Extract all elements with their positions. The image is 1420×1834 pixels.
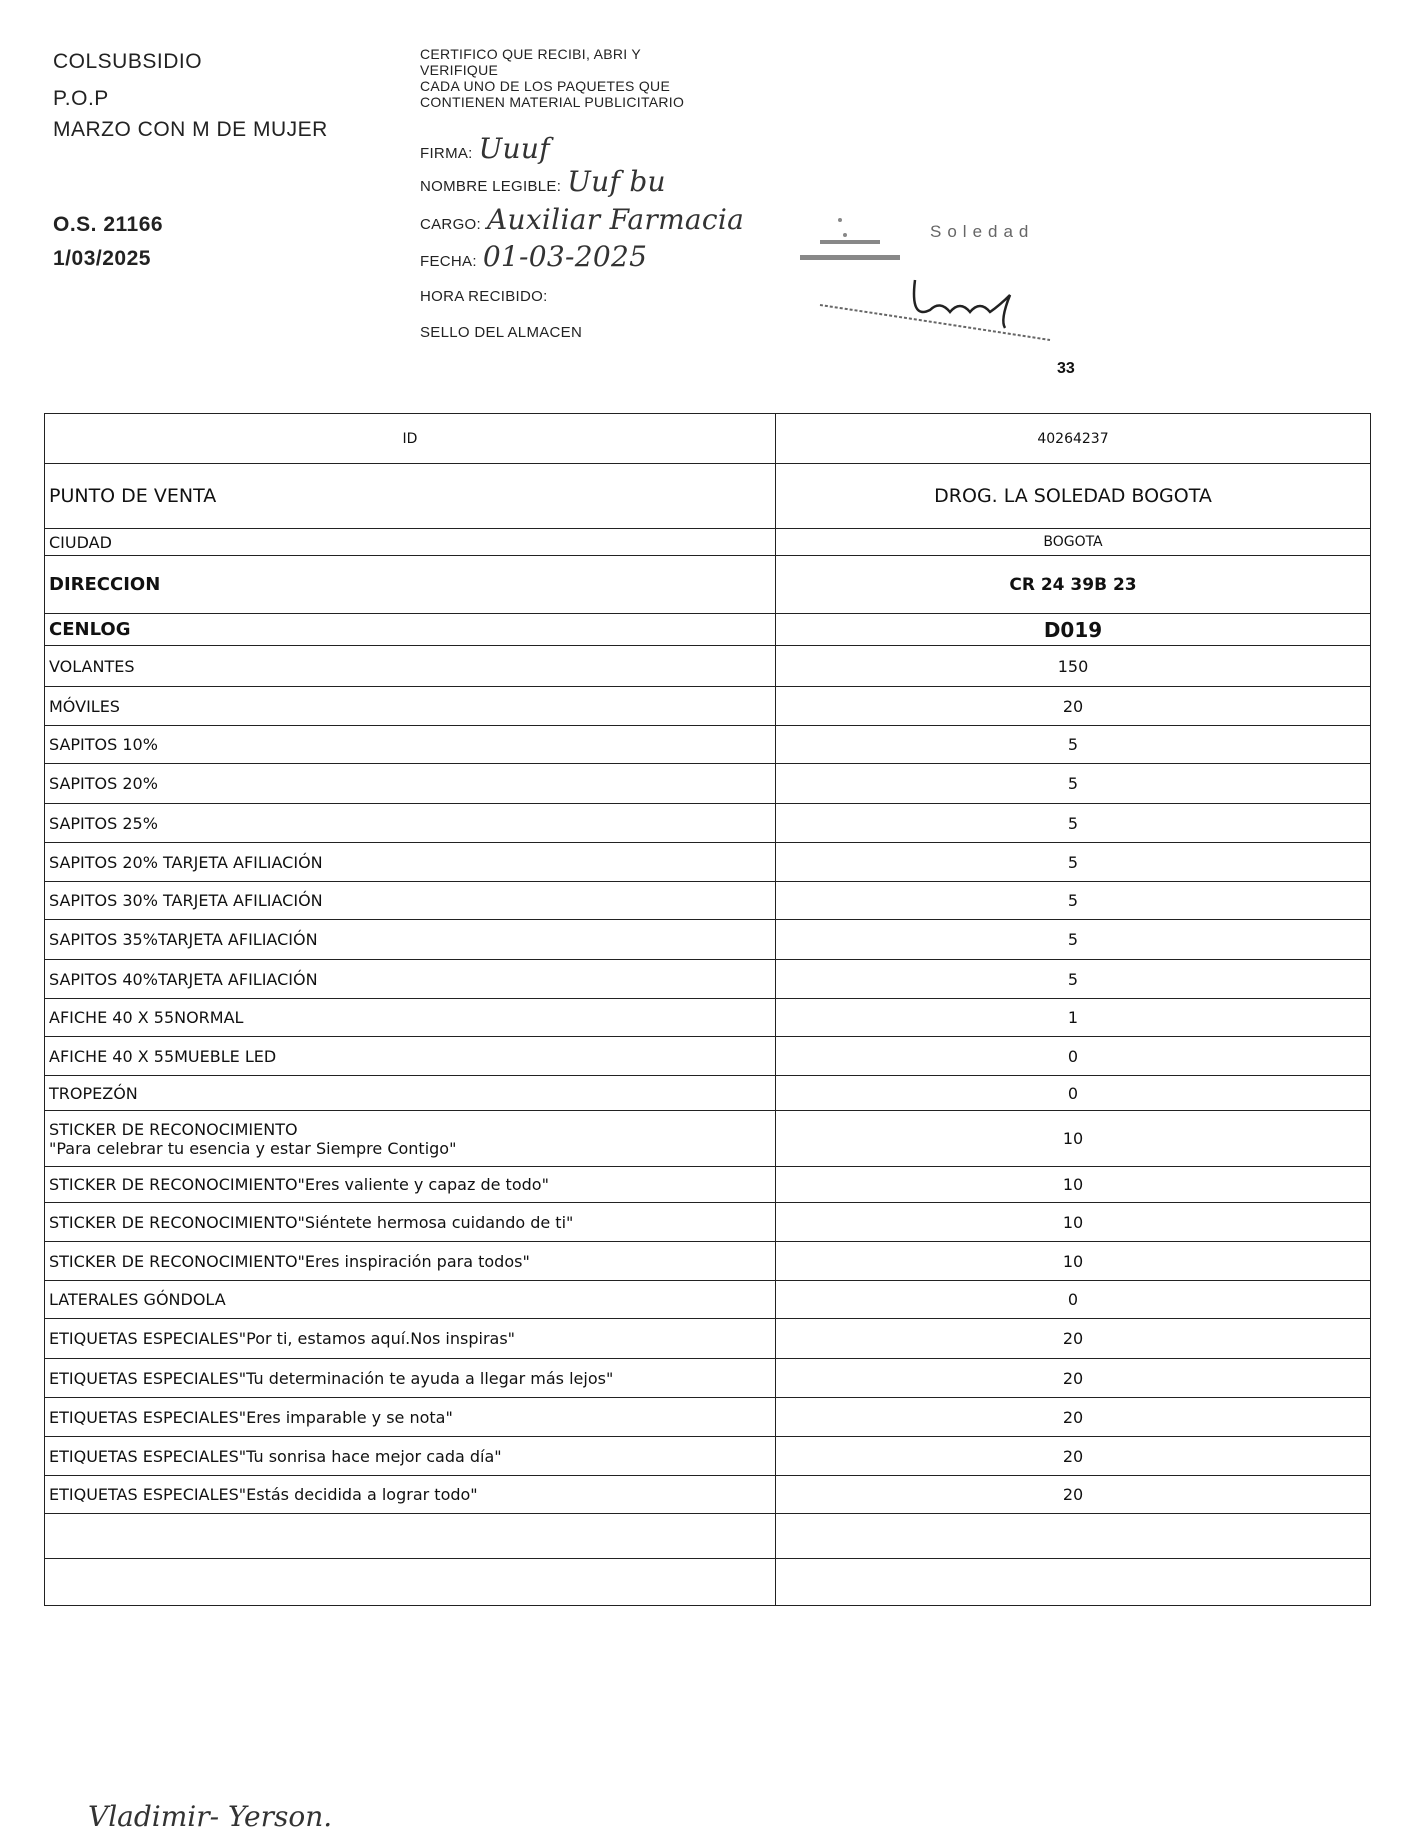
- row-label-text: DIRECCION: [49, 574, 161, 595]
- table-row: [45, 1111, 1371, 1167]
- table-row: [45, 1398, 1371, 1437]
- table-row: [45, 614, 1371, 646]
- order-number: O.S. 21166: [53, 213, 164, 236]
- row-label: [45, 1437, 776, 1476]
- row-value: 5: [776, 920, 1371, 960]
- row-label-text: SAPITOS 20% TARJETA AFILIACIÓN: [49, 852, 323, 872]
- row-value: 5: [776, 882, 1371, 920]
- firma-label: FIRMA:: [420, 145, 473, 162]
- row-label-text: ETIQUETAS ESPECIALES"Eres imparable y se nota": [49, 1407, 453, 1427]
- row-value: BOGOTA: [776, 529, 1371, 556]
- table-row: [45, 1076, 1371, 1111]
- table-row: [45, 414, 1371, 464]
- table-row: [45, 726, 1371, 764]
- table-row: [45, 464, 1371, 529]
- fecha-label: FECHA:: [420, 253, 477, 270]
- nombre-handwritten: Uuf bu: [567, 165, 666, 198]
- row-value: 5: [776, 960, 1371, 999]
- campaign-name: MARZO CON M DE MUJER: [53, 118, 328, 141]
- cert-line: VERIFIQUE: [420, 62, 499, 78]
- table-row: [45, 920, 1371, 960]
- row-label-text: SAPITOS 35%TARJETA AFILIACIÓN: [49, 930, 318, 949]
- row-value: 20: [776, 1437, 1371, 1476]
- table-row: [45, 1359, 1371, 1398]
- row-value: D019: [776, 614, 1371, 646]
- row-label: [45, 960, 776, 999]
- table-row: [45, 1437, 1371, 1476]
- firma-field: [420, 132, 550, 165]
- row-label-text: LATERALES GÓNDOLA: [49, 1290, 226, 1309]
- row-label-text: ETIQUETAS ESPECIALES"Estás decidida a lograr todo": [49, 1485, 478, 1504]
- certification-text: [420, 46, 684, 110]
- row-label-subtext: "Para celebrar tu esencia y estar Siempre Contigo": [49, 1138, 457, 1158]
- row-value: 20: [776, 1476, 1371, 1514]
- empty-row: [45, 1514, 1371, 1559]
- row-value: 5: [776, 843, 1371, 882]
- row-value: 10: [776, 1167, 1371, 1203]
- row-label: [45, 646, 776, 687]
- sello-label: SELLO DEL ALMACEN: [420, 324, 583, 341]
- table-row: [45, 646, 1371, 687]
- row-label-text: ETIQUETAS ESPECIALES"Por ti, estamos aquí.Nos inspiras": [49, 1329, 516, 1348]
- fecha-handwritten: 01-03-2025: [482, 240, 648, 273]
- table-row: [45, 999, 1371, 1037]
- row-value: 40264237: [776, 414, 1371, 464]
- empty-row: [45, 1559, 1371, 1606]
- row-label-text: MÓVILES: [49, 696, 120, 716]
- row-value: 0: [776, 1037, 1371, 1076]
- empty-cell: [45, 1559, 776, 1606]
- table-row: [45, 1476, 1371, 1514]
- row-value: 5: [776, 764, 1371, 804]
- table-row: [45, 882, 1371, 920]
- row-label: [45, 764, 776, 804]
- row-label-text: AFICHE 40 X 55NORMAL: [49, 1008, 244, 1027]
- row-value: 5: [776, 804, 1371, 843]
- empty-cell: [45, 1514, 776, 1559]
- firma-signature: Uuuf: [478, 132, 550, 165]
- table-row: [45, 804, 1371, 843]
- row-value: 20: [776, 1359, 1371, 1398]
- company-name: COLSUBSIDIO: [53, 50, 203, 73]
- row-label-text: STICKER DE RECONOCIMIENTO"Siéntete hermosa cuidando de ti": [49, 1212, 574, 1232]
- empty-cell: [776, 1559, 1371, 1606]
- row-value: 1: [776, 999, 1371, 1037]
- row-label-text: STICKER DE RECONOCIMIENTO: [49, 1119, 298, 1139]
- row-label: [45, 464, 776, 529]
- nombre-field: [420, 165, 666, 198]
- cargo-handwritten: Auxiliar Farmacia: [486, 203, 745, 236]
- table-row: [45, 687, 1371, 726]
- stamp-text: Soledad: [930, 222, 1035, 241]
- row-label-text: AFICHE 40 X 55MUEBLE LED: [49, 1046, 277, 1066]
- row-value: 20: [776, 1319, 1371, 1359]
- row-label: [45, 556, 776, 614]
- row-label: [45, 529, 776, 556]
- row-label-text: STICKER DE RECONOCIMIENTO"Eres valiente y capaz de todo": [49, 1175, 549, 1194]
- cargo-field: [420, 203, 744, 236]
- row-label-text: SAPITOS 25%: [49, 813, 158, 833]
- row-label: [45, 687, 776, 726]
- row-value: 0: [776, 1076, 1371, 1111]
- row-label-text: SAPITOS 20%: [49, 774, 158, 793]
- row-label: [45, 726, 776, 764]
- empty-cell: [776, 1514, 1371, 1559]
- order-date: 1/03/2025: [53, 247, 151, 270]
- row-value: DROG. LA SOLEDAD BOGOTA: [776, 464, 1371, 529]
- table-row: [45, 1319, 1371, 1359]
- row-label: [45, 920, 776, 960]
- table-row: [45, 556, 1371, 614]
- row-value: 20: [776, 1398, 1371, 1437]
- row-label-text: SAPITOS 10%: [49, 735, 158, 754]
- row-label: [45, 1167, 776, 1203]
- row-label-text: VOLANTES: [49, 656, 135, 676]
- row-label-text: ETIQUETAS ESPECIALES"Tu determinación te ayuda a llegar más lejos": [49, 1368, 614, 1388]
- row-value: 20: [776, 687, 1371, 726]
- row-value: 10: [776, 1203, 1371, 1242]
- row-label-text: SAPITOS 40%TARJETA AFILIACIÓN: [49, 969, 318, 989]
- cert-line: CADA UNO DE LOS PAQUETES QUE: [420, 78, 671, 94]
- row-label-text: TROPEZÓN: [49, 1083, 138, 1103]
- document-type: P.O.P: [53, 87, 109, 110]
- row-label: [45, 999, 776, 1037]
- row-label-text: CIUDAD: [49, 532, 112, 552]
- row-label: [45, 804, 776, 843]
- table-row: [45, 1281, 1371, 1319]
- row-label: [45, 1281, 776, 1319]
- row-label-text: PUNTO DE VENTA: [49, 485, 217, 507]
- nombre-label: NOMBRE LEGIBLE:: [420, 178, 562, 195]
- row-label: [45, 414, 776, 464]
- table-row: [45, 529, 1371, 556]
- row-label-text: ID: [402, 430, 418, 447]
- row-label: [45, 1076, 776, 1111]
- row-value: 150: [776, 646, 1371, 687]
- row-value: 5: [776, 726, 1371, 764]
- page-number: 33: [1057, 360, 1075, 377]
- row-label: [45, 882, 776, 920]
- handwritten-name: Vladimir- Yerson.: [88, 1800, 333, 1833]
- row-label: [45, 1476, 776, 1514]
- row-label: [45, 1037, 776, 1076]
- row-value: CR 24 39B 23: [776, 556, 1371, 614]
- fecha-field: [420, 240, 647, 273]
- row-value: 0: [776, 1281, 1371, 1319]
- row-label: [45, 614, 776, 646]
- row-label-text: STICKER DE RECONOCIMIENTO"Eres inspiración para todos": [49, 1251, 530, 1271]
- row-label: [45, 1111, 776, 1167]
- row-label: [45, 1203, 776, 1242]
- row-label: [45, 1242, 776, 1281]
- cert-line: CONTIENEN MATERIAL PUBLICITARIO: [420, 94, 685, 110]
- hora-label: HORA RECIBIDO:: [420, 288, 548, 305]
- table-row: [45, 960, 1371, 999]
- row-label-text: SAPITOS 30% TARJETA AFILIACIÓN: [49, 891, 323, 910]
- row-label: [45, 1398, 776, 1437]
- table-row: [45, 1167, 1371, 1203]
- table-row: [45, 1242, 1371, 1281]
- row-value: 10: [776, 1242, 1371, 1281]
- table-row: [45, 1037, 1371, 1076]
- row-value: 10: [776, 1111, 1371, 1167]
- row-label-text: CENLOG: [49, 619, 131, 640]
- cert-line: CERTIFICO QUE RECIBI, ABRI Y: [420, 46, 642, 62]
- cargo-label: CARGO:: [420, 216, 481, 233]
- delivery-table: [44, 413, 1371, 1606]
- row-label: [45, 1319, 776, 1359]
- row-label-text: ETIQUETAS ESPECIALES"Tu sonrisa hace mejor cada día": [49, 1446, 502, 1466]
- row-label: [45, 1359, 776, 1398]
- row-label: [45, 843, 776, 882]
- table-row: [45, 764, 1371, 804]
- table-row: [45, 843, 1371, 882]
- table-row: [45, 1203, 1371, 1242]
